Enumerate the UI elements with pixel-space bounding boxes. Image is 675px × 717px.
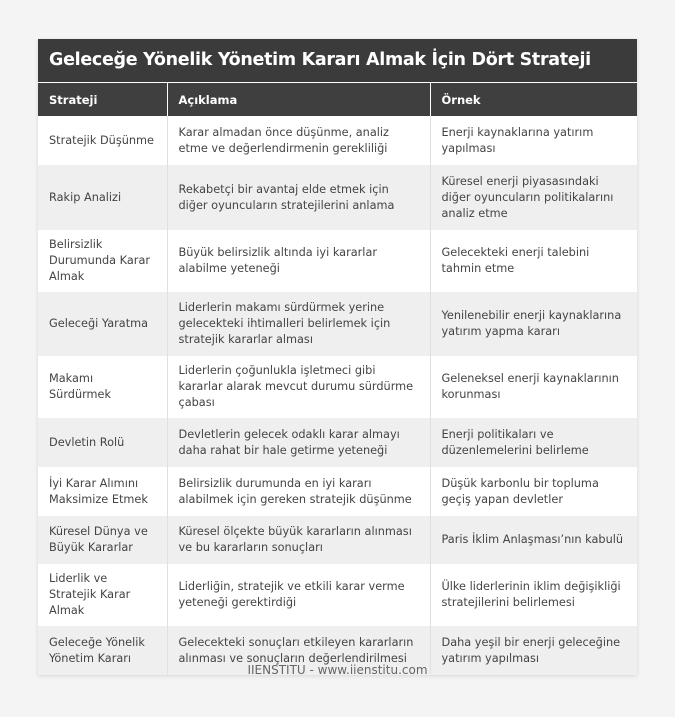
description-cell: Liderliğin, stratejik ve etkili karar verme yeteneği gerektirdiği — [167, 564, 430, 626]
table-row — [38, 230, 637, 292]
strategy-cell: Geleceğe Yönelik Yönetim Kararı — [38, 626, 167, 675]
description-cell: Büyük belirsizlik altında iyi kararlar alabilme yeteneği — [167, 230, 430, 292]
description-cell: Belirsizlik durumunda en iyi kararı alabilmek için gereken stratejik düşünme — [167, 467, 430, 516]
strategy-cell: Liderlik ve Stratejik Karar Almak — [38, 564, 167, 626]
table-row — [38, 165, 637, 230]
table-row — [38, 564, 637, 626]
column-header-strateji: Strateji — [38, 83, 167, 117]
strategy-cell: Geleceği Yaratma — [38, 292, 167, 356]
column-header-aciklama: Açıklama — [167, 83, 430, 117]
table-row — [38, 292, 637, 356]
strategy-cell: Rakip Analizi — [38, 165, 167, 230]
example-cell: Küresel enerji piyasasındaki diğer oyuncuların politikalarını analiz etme — [430, 165, 637, 230]
table-row — [38, 116, 637, 165]
example-cell: Daha yeşil bir enerji geleceğine yatırım yapılması — [430, 626, 637, 675]
description-cell: Küresel ölçekte büyük kararların alınması ve bu kararların sonuçları — [167, 516, 430, 564]
example-cell: Enerji kaynaklarına yatırım yapılması — [430, 116, 637, 165]
table-row — [38, 516, 637, 564]
example-cell: Enerji politikaları ve düzenlemelerini belirleme — [430, 418, 637, 467]
strategy-cell: Devletin Rolü — [38, 418, 167, 467]
description-cell: Karar almadan önce düşünme, analiz etme ve değerlendirmenin gerekliliği — [167, 116, 430, 165]
table-title: Geleceğe Yönelik Yönetim Kararı Almak İçin Dört Strateji — [38, 39, 637, 82]
strategy-cell: İyi Karar Alımını Maksimize Etmek — [38, 467, 167, 516]
table-row — [38, 418, 637, 467]
description-cell: Liderlerin makamı sürdürmek yerine gelecekteki ihtimalleri belirlemek için stratejik kararlar alması — [167, 292, 430, 356]
column-header-ornek: Örnek — [430, 83, 637, 117]
example-cell: Yenilenebilir enerji kaynaklarına yatırım yapma kararı — [430, 292, 637, 356]
table-row — [38, 467, 637, 516]
header-row — [38, 83, 637, 117]
example-cell: Gelecekteki enerji talebini tahmin etme — [430, 230, 637, 292]
example-cell: Ülke liderlerinin iklim değişikliği stratejilerini belirlemesi — [430, 564, 637, 626]
example-cell: Geleneksel enerji kaynaklarının korunması — [430, 356, 637, 418]
description-cell: Rekabetçi bir avantaj elde etmek için diğer oyuncuların stratejilerini anlama — [167, 165, 430, 230]
table-row — [38, 356, 637, 418]
strategy-table — [38, 82, 637, 675]
strategy-cell: Makamı Sürdürmek — [38, 356, 167, 418]
example-cell: Düşük karbonlu bir topluma geçiş yapan devletler — [430, 467, 637, 516]
footer-credit: IIENSTITU - www.iienstitu.com — [247, 663, 428, 677]
strategy-table-card — [38, 39, 637, 675]
description-cell: Devletlerin gelecek odaklı karar almayı daha rahat bir hale getirme yeteneği — [167, 418, 430, 467]
strategy-cell: Belirsizlik Durumunda Karar Almak — [38, 230, 167, 292]
example-cell: Paris İklim Anlaşması’nın kabulü — [430, 516, 637, 564]
description-cell: Gelecekteki sonuçları etkileyen kararların alınması ve sonuçların değerlendirilmesi — [167, 626, 430, 675]
strategy-cell: Stratejik Düşünme — [38, 116, 167, 165]
description-cell: Liderlerin çoğunlukla işletmeci gibi kararlar alarak mevcut durumu sürdürme çabası — [167, 356, 430, 418]
strategy-cell: Küresel Dünya ve Büyük Kararlar — [38, 516, 167, 564]
